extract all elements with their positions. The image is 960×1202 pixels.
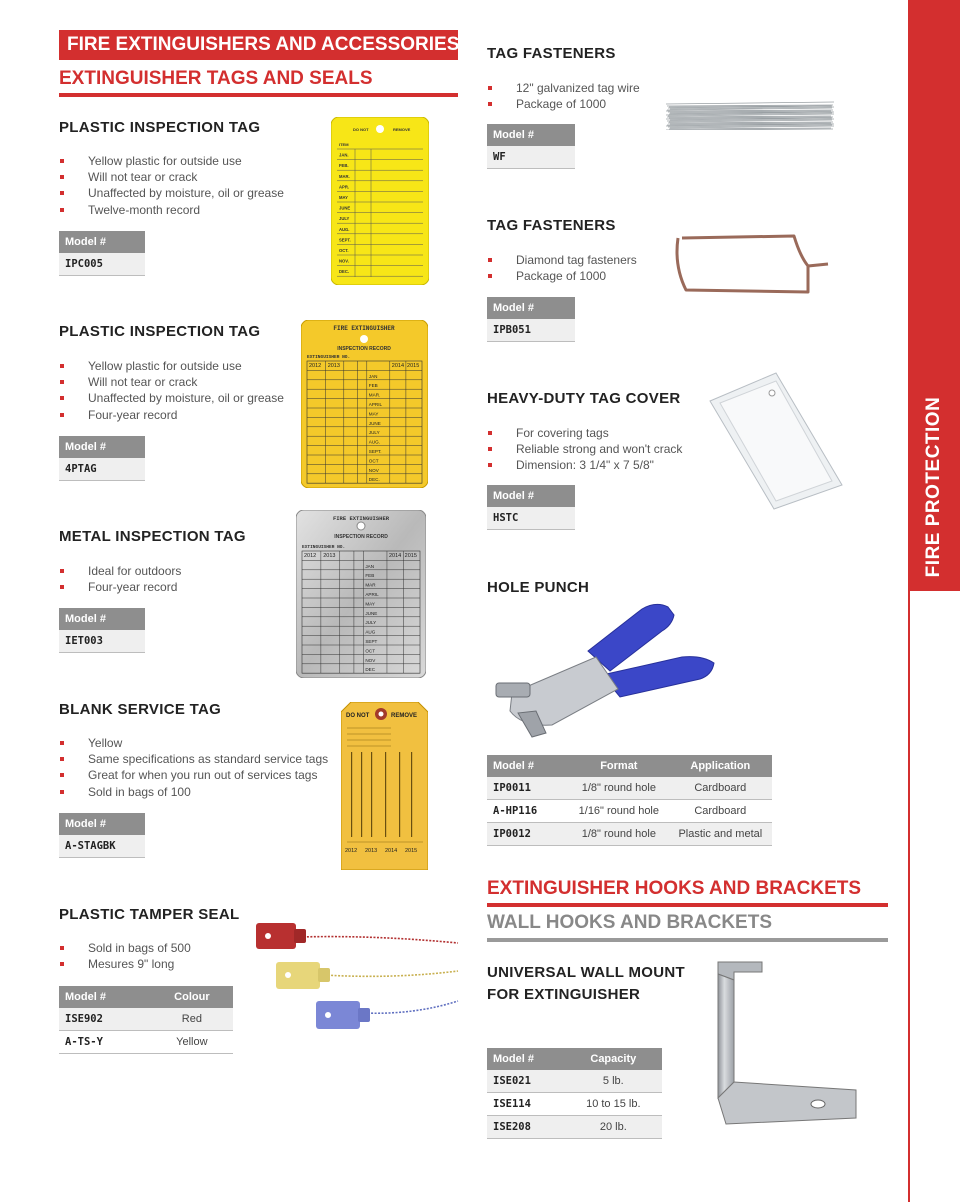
model-table	[59, 436, 145, 481]
application-value: Cardboard	[669, 777, 772, 800]
tag-month: JULY	[368, 430, 380, 436]
model-number: HSTC	[487, 507, 575, 530]
service-tag-image	[341, 702, 428, 870]
tag-month: JULY	[365, 620, 377, 626]
tag-month: NOV	[365, 657, 376, 663]
model-table	[59, 986, 233, 1054]
tag-month: JUNE	[368, 420, 381, 426]
hole-punch-image	[492, 601, 718, 745]
tag-text: DO NOT	[346, 713, 370, 719]
model-header: Model #	[59, 813, 145, 835]
tag-text: FIRE EXTINGUISHER	[333, 325, 395, 332]
feature-item: Four-year record	[59, 407, 284, 423]
model-number: ISE902	[59, 1008, 151, 1031]
feature-item: Sold in bags of 500	[59, 940, 191, 956]
feature-item: Reliable strong and won't crack	[487, 441, 682, 457]
format-value: 1/8" round hole	[569, 777, 669, 800]
model-table	[59, 813, 145, 858]
wall-bracket-image	[708, 958, 862, 1128]
product-title: HOLE PUNCH	[487, 579, 590, 596]
model-number: A-TS-Y	[59, 1031, 151, 1054]
tag-month: NOV.	[339, 258, 349, 264]
product-title: BLANK SERVICE TAG	[59, 701, 222, 718]
yellow-record-tag-image	[301, 320, 428, 488]
format-value: 1/16" round hole	[569, 800, 669, 823]
section-rule	[487, 903, 888, 907]
model-number: ISE114	[487, 1093, 565, 1116]
model-table	[487, 124, 575, 169]
tag-text: DO NOT	[353, 127, 369, 132]
tag-month: DEC	[365, 667, 376, 673]
tag-text: INSPECTION RECORD	[337, 346, 391, 352]
product-title: HEAVY-DUTY TAG COVER	[487, 390, 681, 407]
tamper-seal-image	[254, 915, 460, 1035]
tag-text: INSPECTION RECORD	[334, 534, 388, 540]
product-title: TAG FASTENERS	[487, 45, 616, 62]
tag-text: EXTINGUISHER NO.	[302, 545, 346, 550]
tag-month: OCT	[365, 648, 376, 654]
model-number: 4PTAG	[59, 458, 145, 481]
tag-month: OCT.	[339, 248, 349, 253]
product-title: FOR EXTINGUISHER	[487, 986, 641, 1003]
tag-month: MAR	[365, 582, 376, 588]
model-number: A-HP116	[487, 800, 569, 823]
feature-item: Will not tear or crack	[59, 169, 284, 185]
sidebar-label: FIRE PROTECTION	[923, 396, 944, 578]
tag-year: 2014	[391, 363, 405, 369]
feature-item: Mesures 9" long	[59, 956, 191, 972]
feature-list	[487, 425, 682, 474]
tag-month: DEC.	[368, 477, 380, 483]
tag-year: 2015	[404, 553, 417, 559]
tag-text: REMOVE	[393, 127, 411, 132]
feature-list	[59, 940, 191, 972]
tag-text: ITEM	[339, 142, 349, 147]
tag-text: REMOVE	[391, 713, 418, 719]
tag-month: APR.	[339, 184, 350, 190]
punch-table	[487, 755, 772, 846]
tag-year: 2012	[345, 848, 358, 854]
model-number: IPC005	[59, 253, 145, 276]
subsection-title-wall: WALL HOOKS AND BRACKETS	[487, 912, 772, 933]
category-banner: FIRE EXTINGUISHERS AND ACCESSORIES	[59, 30, 458, 60]
tag-year: 2012	[304, 553, 317, 559]
tag-year: 2015	[405, 848, 418, 854]
tag-month: FEB	[365, 573, 375, 579]
subsection-rule	[487, 938, 888, 942]
feature-item: Yellow	[59, 735, 328, 751]
tag-month: MAR.	[339, 173, 350, 179]
tag-year: 2014	[385, 848, 398, 854]
model-number: IPB051	[487, 319, 575, 342]
section-title-tags: EXTINGUISHER TAGS AND SEALS	[59, 68, 373, 89]
tag-month: FEB	[368, 383, 378, 389]
model-number: ISE208	[487, 1116, 565, 1139]
tag-month: JUNE	[339, 205, 351, 211]
tag-month: MAY	[339, 195, 348, 200]
model-header: Model #	[487, 297, 575, 319]
tag-month: SEPT	[365, 639, 378, 644]
capacity-value: 20 lb.	[565, 1116, 662, 1139]
product-title: TAG FASTENERS	[487, 217, 616, 234]
section-rule	[59, 93, 458, 97]
model-table	[59, 231, 145, 276]
product-title: PLASTIC TAMPER SEAL	[59, 906, 240, 923]
tag-month: JAN	[365, 563, 375, 569]
tag-month: AUG.	[368, 439, 381, 445]
model-header: Model #	[59, 436, 145, 458]
tag-year: 2013	[323, 553, 336, 559]
feature-item: Same specifications as standard service tags	[59, 751, 328, 767]
colour-value: Yellow	[151, 1031, 233, 1054]
application-value: Cardboard	[669, 800, 772, 823]
capacity-value: 5 lb.	[565, 1070, 662, 1093]
feature-list	[487, 80, 640, 112]
yellow-tag-image	[331, 117, 429, 285]
application-value: Plastic and metal	[669, 823, 772, 846]
feature-item: Twelve-month record	[59, 202, 284, 218]
model-table	[487, 1048, 662, 1139]
product-title: PLASTIC INSPECTION TAG	[59, 323, 261, 340]
colour-header: Colour	[151, 986, 233, 1008]
tag-month: AUG.	[339, 226, 350, 232]
feature-item: Great for when you run out of services tags	[59, 767, 328, 783]
model-header: Model #	[487, 755, 569, 777]
tag-month: APRIL	[365, 592, 379, 597]
tag-year: 2013	[365, 848, 378, 854]
wire-strand	[666, 102, 834, 104]
feature-item: For covering tags	[487, 425, 682, 441]
format-value: 1/8" round hole	[569, 823, 669, 846]
feature-item: Yellow plastic for outside use	[59, 153, 284, 169]
model-header: Model #	[487, 1048, 565, 1070]
tag-month: JUNE	[365, 610, 378, 616]
model-number: IP0012	[487, 823, 569, 846]
tag-wire-image	[664, 94, 836, 130]
model-number: WF	[487, 146, 575, 169]
feature-item: Unaffected by moisture, oil or grease	[59, 185, 284, 201]
tag-month: APRIL	[368, 402, 383, 407]
section-title-hooks: EXTINGUISHER HOOKS AND BRACKETS	[487, 878, 862, 899]
feature-item: Ideal for outdoors	[59, 563, 181, 579]
tag-year: 2013	[327, 363, 340, 369]
feature-list	[59, 563, 181, 595]
feature-item: 12" galvanized tag wire	[487, 80, 640, 96]
feature-list	[59, 153, 284, 218]
model-header: Model #	[59, 231, 145, 253]
feature-item: Yellow plastic for outside use	[59, 358, 284, 374]
model-header: Model #	[487, 124, 575, 146]
sidebar-tab	[908, 0, 960, 1202]
tag-month: SEPT.	[368, 449, 382, 454]
model-header: Model #	[59, 608, 145, 630]
capacity-value: 10 to 15 lb.	[565, 1093, 662, 1116]
format-header: Format	[569, 755, 669, 777]
tag-month: DEC.	[339, 269, 350, 275]
feature-item: Package of 1000	[487, 96, 640, 112]
tag-month: MAY	[365, 601, 375, 607]
tag-month: AUG	[365, 629, 376, 635]
model-number: A-STAGBK	[59, 835, 145, 858]
diamond-fastener-image	[668, 226, 836, 306]
feature-item: Will not tear or crack	[59, 374, 284, 390]
tag-year: 2012	[309, 363, 322, 369]
model-table	[487, 297, 575, 342]
tag-month: JAN.	[339, 152, 349, 158]
application-header: Application	[669, 755, 772, 777]
feature-item: Unaffected by moisture, oil or grease	[59, 390, 284, 406]
tag-month: MAY	[368, 411, 379, 417]
model-number: ISE021	[487, 1070, 565, 1093]
feature-item: Four-year record	[59, 579, 181, 595]
model-table	[487, 485, 575, 530]
feature-list	[487, 252, 637, 284]
product-title: PLASTIC INSPECTION TAG	[59, 119, 261, 136]
tag-text: FIRE EXTINGUISHER	[332, 515, 390, 522]
tag-month: JAN	[368, 373, 378, 379]
model-table	[59, 608, 145, 653]
product-title: METAL INSPECTION TAG	[59, 528, 246, 545]
tag-year: 2014	[388, 553, 402, 559]
tag-month: JULY	[339, 216, 350, 222]
model-number: IP0011	[487, 777, 569, 800]
feature-item: Dimension: 3 1/4" x 7 5/8"	[487, 457, 682, 473]
tag-text: EXTINGUISHER NO.	[307, 355, 351, 360]
model-header: Model #	[487, 485, 575, 507]
tag-year: 2015	[407, 363, 420, 369]
tag-month: MAR.	[368, 392, 381, 398]
capacity-header: Capacity	[565, 1048, 662, 1070]
metal-tag-image	[296, 510, 426, 678]
feature-item: Diamond tag fasteners	[487, 252, 637, 268]
feature-item: Sold in bags of 100	[59, 784, 328, 800]
feature-list	[59, 358, 284, 423]
tag-cover-image	[706, 371, 846, 511]
tag-month: NOV	[368, 467, 379, 473]
product-title: UNIVERSAL WALL MOUNT	[487, 964, 685, 981]
tag-month: SEPT.	[339, 237, 351, 243]
tag-month: OCT	[368, 458, 379, 464]
feature-list	[59, 735, 328, 800]
colour-value: Red	[151, 1008, 233, 1031]
model-number: IET003	[59, 630, 145, 653]
feature-item: Package of 1000	[487, 268, 637, 284]
tag-month: FEB.	[339, 163, 349, 169]
model-header: Model #	[59, 986, 151, 1008]
